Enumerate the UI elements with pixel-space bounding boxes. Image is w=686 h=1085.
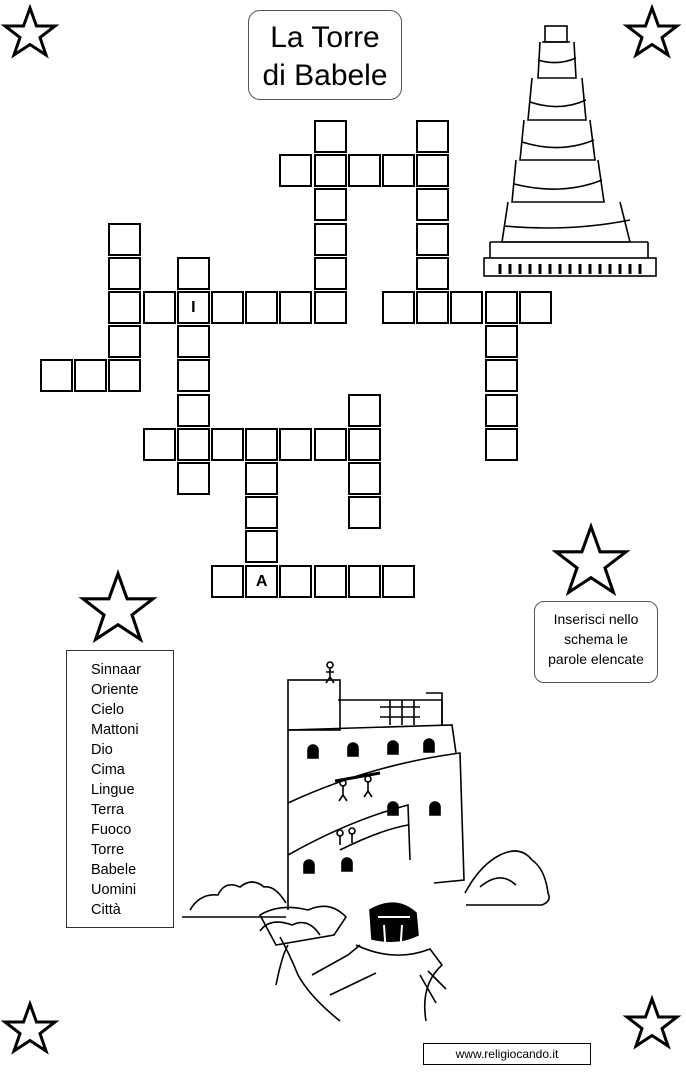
word-item: Cielo (91, 702, 125, 718)
crossword-cell[interactable]: I (177, 291, 210, 324)
word-item: Città (91, 902, 121, 918)
crossword-cell[interactable] (485, 394, 518, 427)
title-line-2: di Babele (262, 59, 388, 92)
crossword-cell[interactable] (314, 188, 347, 221)
word-item: Oriente (91, 682, 139, 698)
crossword-cell[interactable] (314, 120, 347, 153)
word-item: Cima (91, 762, 125, 778)
crossword-cell[interactable] (74, 359, 107, 392)
crossword-cell[interactable] (314, 257, 347, 290)
crossword-cell[interactable]: A (245, 565, 278, 598)
crossword-cell[interactable] (382, 291, 415, 324)
crossword-cell[interactable] (177, 325, 210, 358)
instructions-line-2: schema le (564, 631, 628, 647)
crossword-cell[interactable] (450, 291, 483, 324)
crossword-cell[interactable] (40, 359, 73, 392)
word-item: Sinnaar (91, 662, 141, 678)
crossword-cell[interactable] (108, 223, 141, 256)
instructions-line-3: parole elencate (548, 651, 644, 667)
crossword-cell[interactable] (416, 188, 449, 221)
crossword-cell[interactable] (177, 394, 210, 427)
crossword-cell[interactable] (416, 291, 449, 324)
word-item: Terra (91, 802, 125, 818)
crossword-cell[interactable] (314, 428, 347, 461)
crossword-cell[interactable] (279, 154, 312, 187)
crossword-cell[interactable] (245, 428, 278, 461)
crossword-cell[interactable] (245, 496, 278, 529)
word-item: Torre (91, 842, 125, 858)
crossword-cell[interactable] (485, 325, 518, 358)
word-item: Uomini (91, 882, 137, 898)
word-list (66, 650, 174, 928)
crossword-cell[interactable] (177, 462, 210, 495)
crossword-cell[interactable] (416, 154, 449, 187)
crossword-cell[interactable] (177, 359, 210, 392)
crossword-cell[interactable] (485, 428, 518, 461)
crossword-cell[interactable] (177, 428, 210, 461)
crossword-cell[interactable] (348, 428, 381, 461)
crossword-cell[interactable] (177, 257, 210, 290)
word-item: Babele (91, 862, 137, 878)
crossword-cell[interactable] (348, 462, 381, 495)
crossword-cell[interactable] (143, 428, 176, 461)
crossword-cell[interactable] (519, 291, 552, 324)
word-item: Lingue (91, 782, 135, 798)
crossword-cell[interactable] (314, 223, 347, 256)
crossword-cell[interactable] (416, 120, 449, 153)
crossword-cell[interactable] (279, 428, 312, 461)
crossword-cell[interactable] (279, 565, 312, 598)
crossword-cell[interactable] (143, 291, 176, 324)
crossword-cell[interactable] (211, 428, 244, 461)
instructions-line-1: Inserisci nello (553, 611, 639, 627)
crossword-cell[interactable] (108, 291, 141, 324)
word-item: Mattoni (91, 722, 139, 738)
crossword-cell[interactable] (314, 291, 347, 324)
crossword-cell[interactable] (108, 359, 141, 392)
crossword-cell[interactable] (382, 565, 415, 598)
crossword-cell[interactable] (108, 257, 141, 290)
crossword-cell[interactable] (348, 496, 381, 529)
crossword-cell[interactable] (245, 291, 278, 324)
crossword-cell[interactable] (485, 291, 518, 324)
crossword-cell[interactable] (348, 394, 381, 427)
word-item: Fuoco (91, 822, 132, 838)
title-line-1: La Torre (270, 21, 380, 54)
footer-url[interactable]: www.religiocando.it (423, 1043, 591, 1065)
crossword-cell[interactable] (314, 154, 347, 187)
crossword-cell[interactable] (211, 565, 244, 598)
crossword-cell[interactable] (245, 462, 278, 495)
crossword-cell[interactable] (348, 154, 381, 187)
crossword-cell[interactable] (416, 223, 449, 256)
crossword-cell[interactable] (314, 565, 347, 598)
crossword-cell[interactable] (245, 530, 278, 563)
crossword-cell[interactable] (416, 257, 449, 290)
babel-tower-scene-illustration (180, 655, 560, 1035)
crossword-cell[interactable] (108, 325, 141, 358)
crossword-cell[interactable] (485, 359, 518, 392)
crossword-cell[interactable] (382, 154, 415, 187)
crossword-cell[interactable] (211, 291, 244, 324)
crossword-cell[interactable] (279, 291, 312, 324)
word-item: Dio (91, 742, 113, 758)
crossword-cell[interactable] (348, 565, 381, 598)
